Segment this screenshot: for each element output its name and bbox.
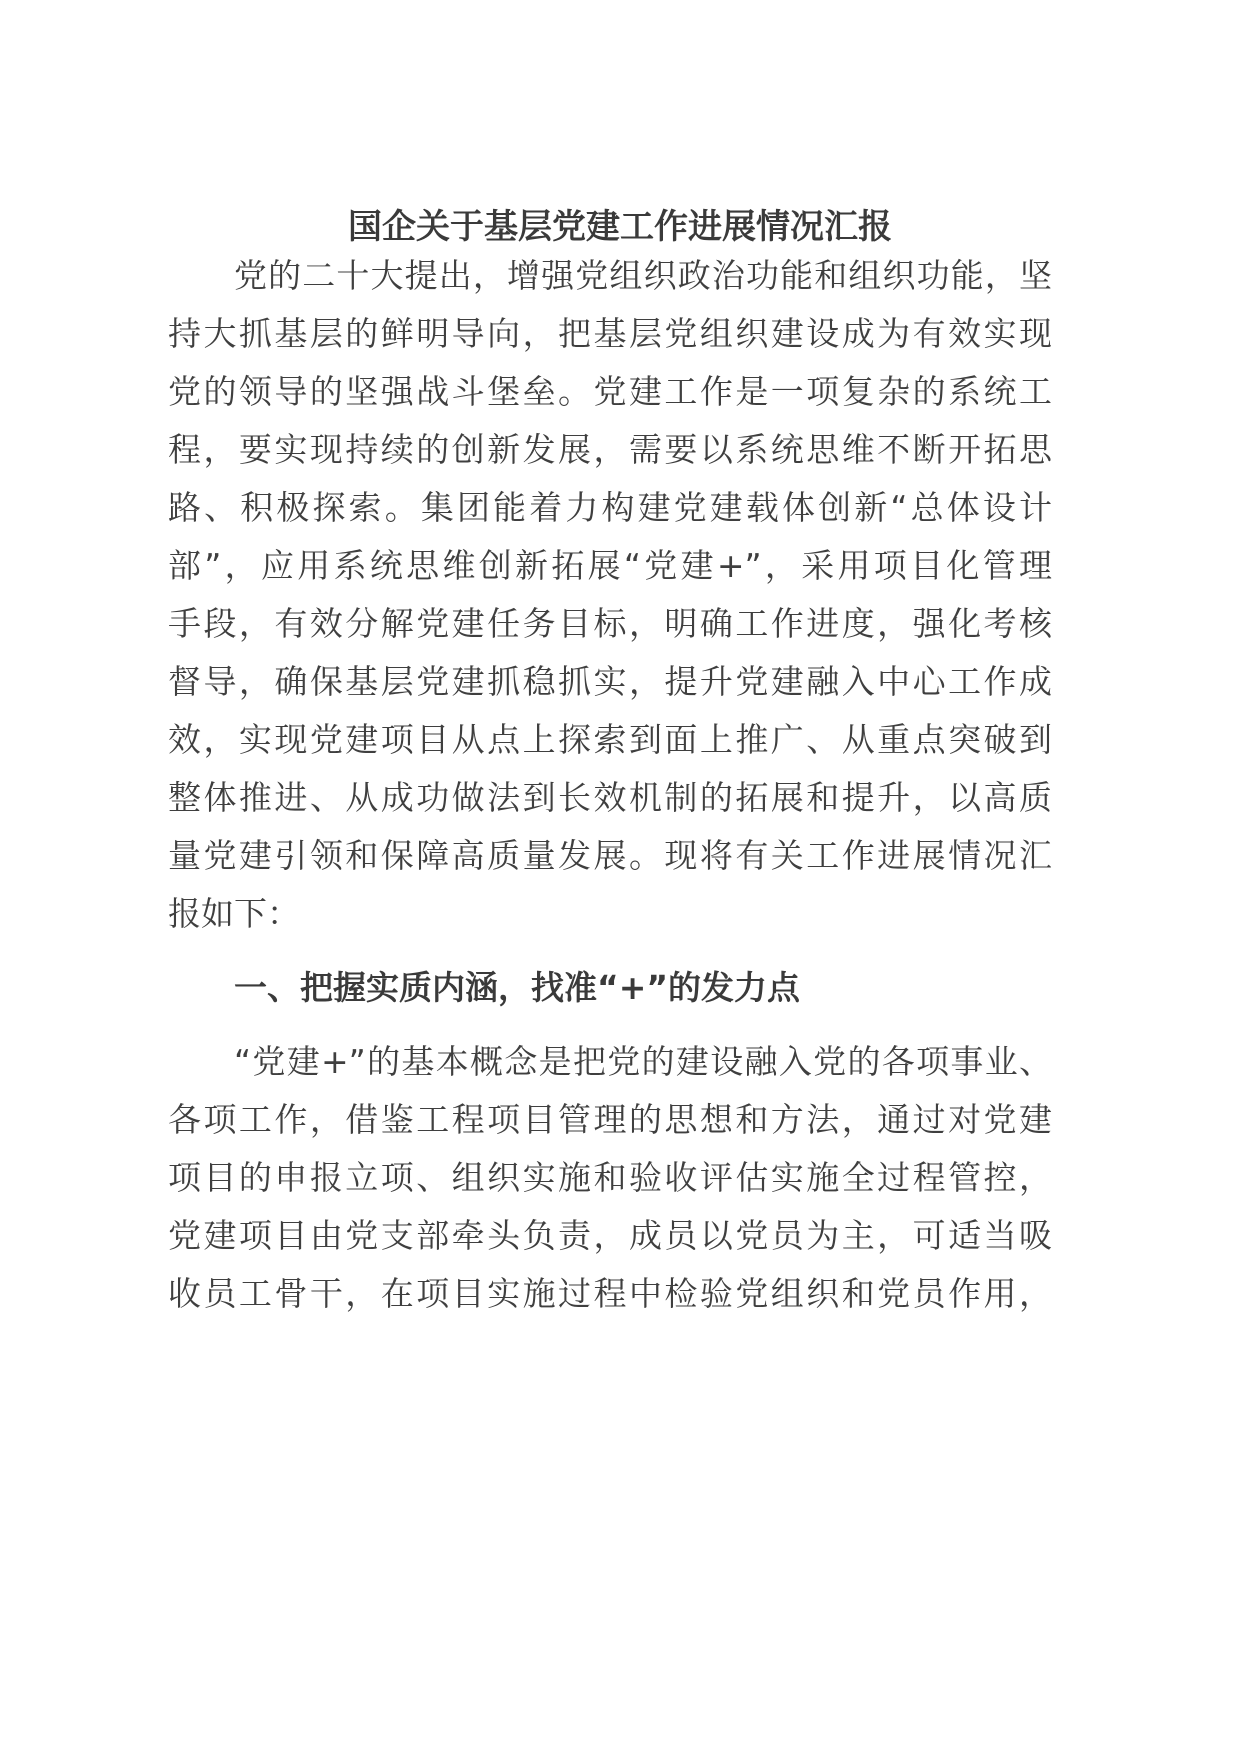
document-title: 国企关于基层党建工作进展情况汇报	[348, 207, 892, 247]
paragraph-line: 项目的申报立项、组织实施和验收评估实施全过程管控，	[168, 1158, 1052, 1197]
paragraph-line: 程，要实现持续的创新发展，需要以系统思维不断开拓思	[168, 430, 1052, 469]
paragraph-line: 报如下：	[168, 894, 300, 933]
paragraph-line: 路、积极探索。集团能着力构建党建载体创新“总体设计	[168, 488, 1052, 527]
paragraph-line: 部”，应用系统思维创新拓展“党建+”，采用项目化管理	[168, 546, 1052, 585]
paragraph-line: 收员工骨干，在项目实施过程中检验党组织和党员作用，	[168, 1274, 1052, 1313]
paragraph-line: 整体推进、从成功做法到长效机制的拓展和提升，以高质	[168, 778, 1052, 817]
paragraph-line: 各项工作，借鉴工程项目管理的思想和方法，通过对党建	[168, 1100, 1052, 1139]
paragraph-line: 持大抓基层的鲜明导向，把基层党组织建设成为有效实现	[168, 314, 1052, 353]
paragraph-line: 督导，确保基层党建抓稳抓实，提升党建融入中心工作成	[168, 662, 1052, 701]
paragraph-line: 党建项目由党支部牵头负责，成员以党员为主，可适当吸	[168, 1216, 1052, 1255]
paragraph-line: 效，实现党建项目从点上探索到面上推广、从重点突破到	[168, 720, 1052, 759]
section-heading: 一、把握实质内涵，找准“+”的发力点	[234, 968, 801, 1007]
paragraph-line: 量党建引领和保障高质量发展。现将有关工作进展情况汇	[168, 836, 1052, 875]
paragraph-line: 党的领导的坚强战斗堡垒。党建工作是一项复杂的系统工	[168, 372, 1052, 411]
paragraph-line: 党的二十大提出，增强党组织政治功能和组织功能，坚	[234, 256, 1052, 295]
paragraph-line: 手段，有效分解党建任务目标，明确工作进度，强化考核	[168, 604, 1052, 643]
paragraph-line: “党建+”的基本概念是把党的建设融入党的各项事业、	[234, 1042, 1052, 1081]
